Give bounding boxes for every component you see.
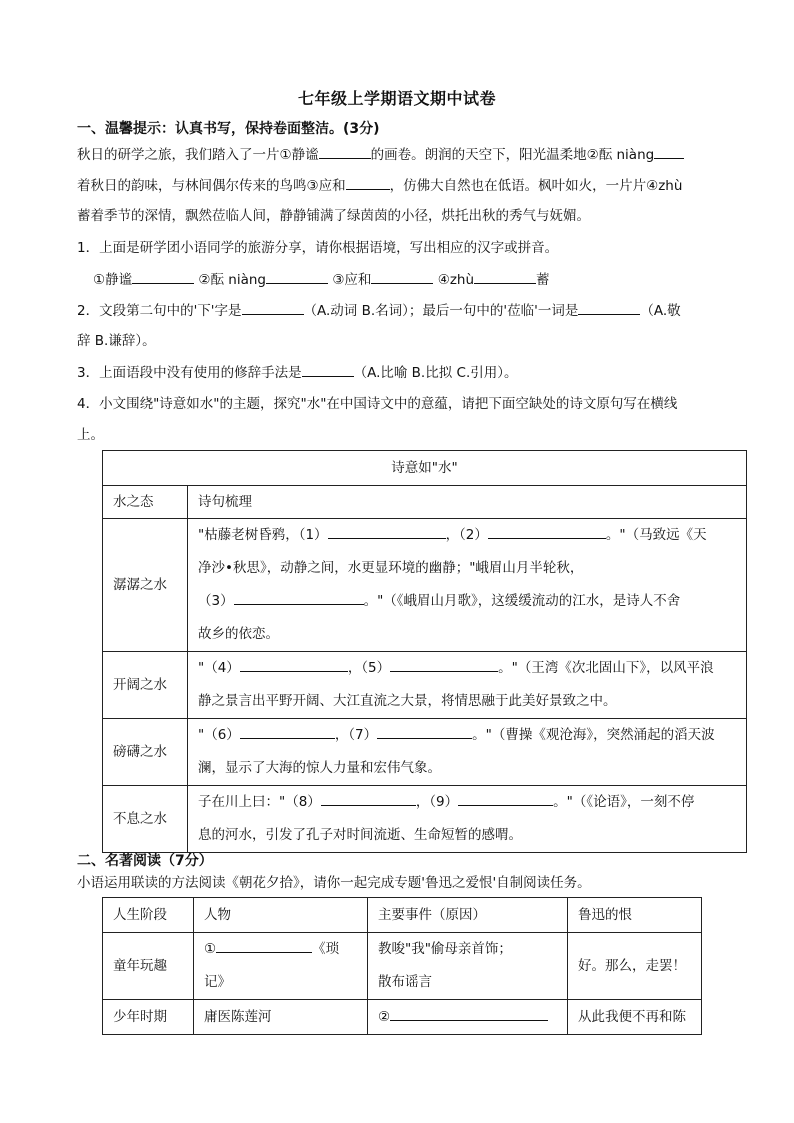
row-content: "枯藤老树昏鸦，（1） ，（2） 。"（马致远《天 净沙•秋思》，动静之间，水更显环境的幽静；"峨眉山月半轮秋， （3） 。"（《峨眉山月歌》，这缓缓流动的江水，是诗人不舍 故乡的依恋。: [188, 519, 747, 652]
answer-blank-2[interactable]: [266, 269, 328, 284]
person-cell: ① 《琐 记》: [194, 933, 368, 1000]
verse-blank-5[interactable]: [390, 657, 498, 672]
event-cell: 教唆"我"偷母亲首饰； 散布谣言: [368, 933, 568, 1000]
person-cell: 庸医陈莲河: [194, 1000, 368, 1035]
event-blank[interactable]: [390, 1006, 548, 1021]
row-label: 磅礴之水: [103, 719, 188, 786]
verse-blank-7[interactable]: [377, 724, 472, 739]
poetry-table-header-verses: 诗句梳理: [188, 486, 747, 519]
header-event: 主要事件（原因）: [368, 898, 568, 933]
table-row: [103, 933, 702, 1000]
verse-blank-3[interactable]: [234, 590, 364, 605]
question-1-answers: ①静谧 ②酝 niàng ③应和 ④zhù 蓄: [93, 269, 550, 290]
stage-cell: 少年时期: [103, 1000, 194, 1035]
event-cell: ②: [368, 1000, 568, 1035]
blank-1[interactable]: [319, 144, 371, 159]
question-2-line-1: 2．文段第二句中的'下'字是 （A.动词 B.名词）；最后一句中的'莅临'一词是 （A.敬: [77, 300, 681, 321]
row-label: 开阔之水: [103, 652, 188, 719]
row-label: 潺潺之水: [103, 519, 188, 652]
table-row: [103, 652, 747, 719]
section1-heading: 一、温馨提示：认真书写，保持卷面整洁。(3分): [77, 121, 380, 137]
passage-line-1: 秋日的研学之旅，我们踏入了一片①静谧 的画卷。朗润的天空下，阳光温柔地②酝 niàng: [77, 144, 684, 165]
verse-blank-8[interactable]: [321, 791, 416, 806]
verse-blank-6[interactable]: [240, 724, 335, 739]
table-row: [103, 519, 747, 652]
person-blank[interactable]: [216, 938, 312, 953]
verse-blank-9[interactable]: [458, 791, 553, 806]
row-content: "（4） ，（5） 。"（王湾《次北固山下》，以风平浪 静之景言出平野开阔、大江直流之大景，将情思融于此美好景致之中。: [188, 652, 747, 719]
table-row: [103, 719, 747, 786]
q2-blank-2[interactable]: [578, 300, 640, 315]
header-stage: 人生阶段: [103, 898, 194, 933]
passage-line-3: 蓄着季节的深情，飘然莅临人间，静静铺满了绿茵茵的小径，烘托出秋的秀气与妩媚。: [77, 208, 590, 224]
row-content: "（6） ，（7） 。"（曹操《观沧海》，突然涌起的滔天波 澜，显示了大海的惊人力量和宏伟气象。: [188, 719, 747, 786]
table-row: [103, 786, 747, 853]
answer-blank-1[interactable]: [132, 269, 194, 284]
table-row: [103, 1000, 702, 1035]
question-2-line-2: 辞 B.谦辞）。: [77, 333, 156, 349]
q3-blank[interactable]: [302, 362, 354, 377]
section2-heading: 二、名著阅读（7分）: [77, 853, 213, 869]
answer-blank-3[interactable]: [371, 269, 433, 284]
section2-intro: 小语运用联读的方法阅读《朝花夕拾》，请你一起完成专题'鲁迅之爱恨'自制阅读任务。: [77, 875, 591, 891]
passage-line-2: 着秋日的韵味，与林间偶尔传来的鸟鸣③应和 ，仿佛大自然也在低语。枫叶如火，一片片④zhù: [77, 175, 682, 196]
hate-cell: 从此我便不再和陈: [568, 1000, 702, 1035]
table-header-row: [103, 898, 702, 933]
header-hate: 鲁迅的恨: [568, 898, 702, 933]
header-person: 人物: [194, 898, 368, 933]
poetry-table-header-state: 水之态: [103, 486, 188, 519]
row-label: 不息之水: [103, 786, 188, 853]
question-3: 3．上面语段中没有使用的修辞手法是 （A.比喻 B.比拟 C.引用）。: [77, 362, 518, 383]
reading-table: [102, 897, 702, 1035]
hate-cell: 好。那么，走罢！: [568, 933, 702, 1000]
blank-3[interactable]: [346, 175, 390, 190]
poetry-table-caption: 诗意如"水": [103, 451, 747, 486]
question-1: 1．上面是研学团小语同学的旅游分享，请你根据语境，写出相应的汉字或拼音。: [77, 240, 559, 256]
q2-blank-1[interactable]: [242, 300, 304, 315]
page-title: 七年级上学期语文期中试卷: [297, 89, 496, 108]
row-content: 子在川上曰："（8） ，（9） 。"（《论语》，一刻不停 息的河水，引发了孔子对时间流逝、生命短暂的感喟。: [188, 786, 747, 853]
verse-blank-2[interactable]: [488, 524, 606, 539]
verse-blank-4[interactable]: [240, 657, 348, 672]
question-4-line-1: 4．小文围绕"诗意如水"的主题，探究"水"在中国诗文中的意蕴，请把下面空缺处的诗文原句写在横线: [77, 396, 678, 412]
poetry-table: [102, 450, 747, 853]
verse-blank-1[interactable]: [328, 524, 446, 539]
blank-2[interactable]: [654, 144, 684, 159]
stage-cell: 童年玩趣: [103, 933, 194, 1000]
answer-blank-4[interactable]: [474, 269, 536, 284]
question-4-line-2: 上。: [77, 427, 104, 443]
